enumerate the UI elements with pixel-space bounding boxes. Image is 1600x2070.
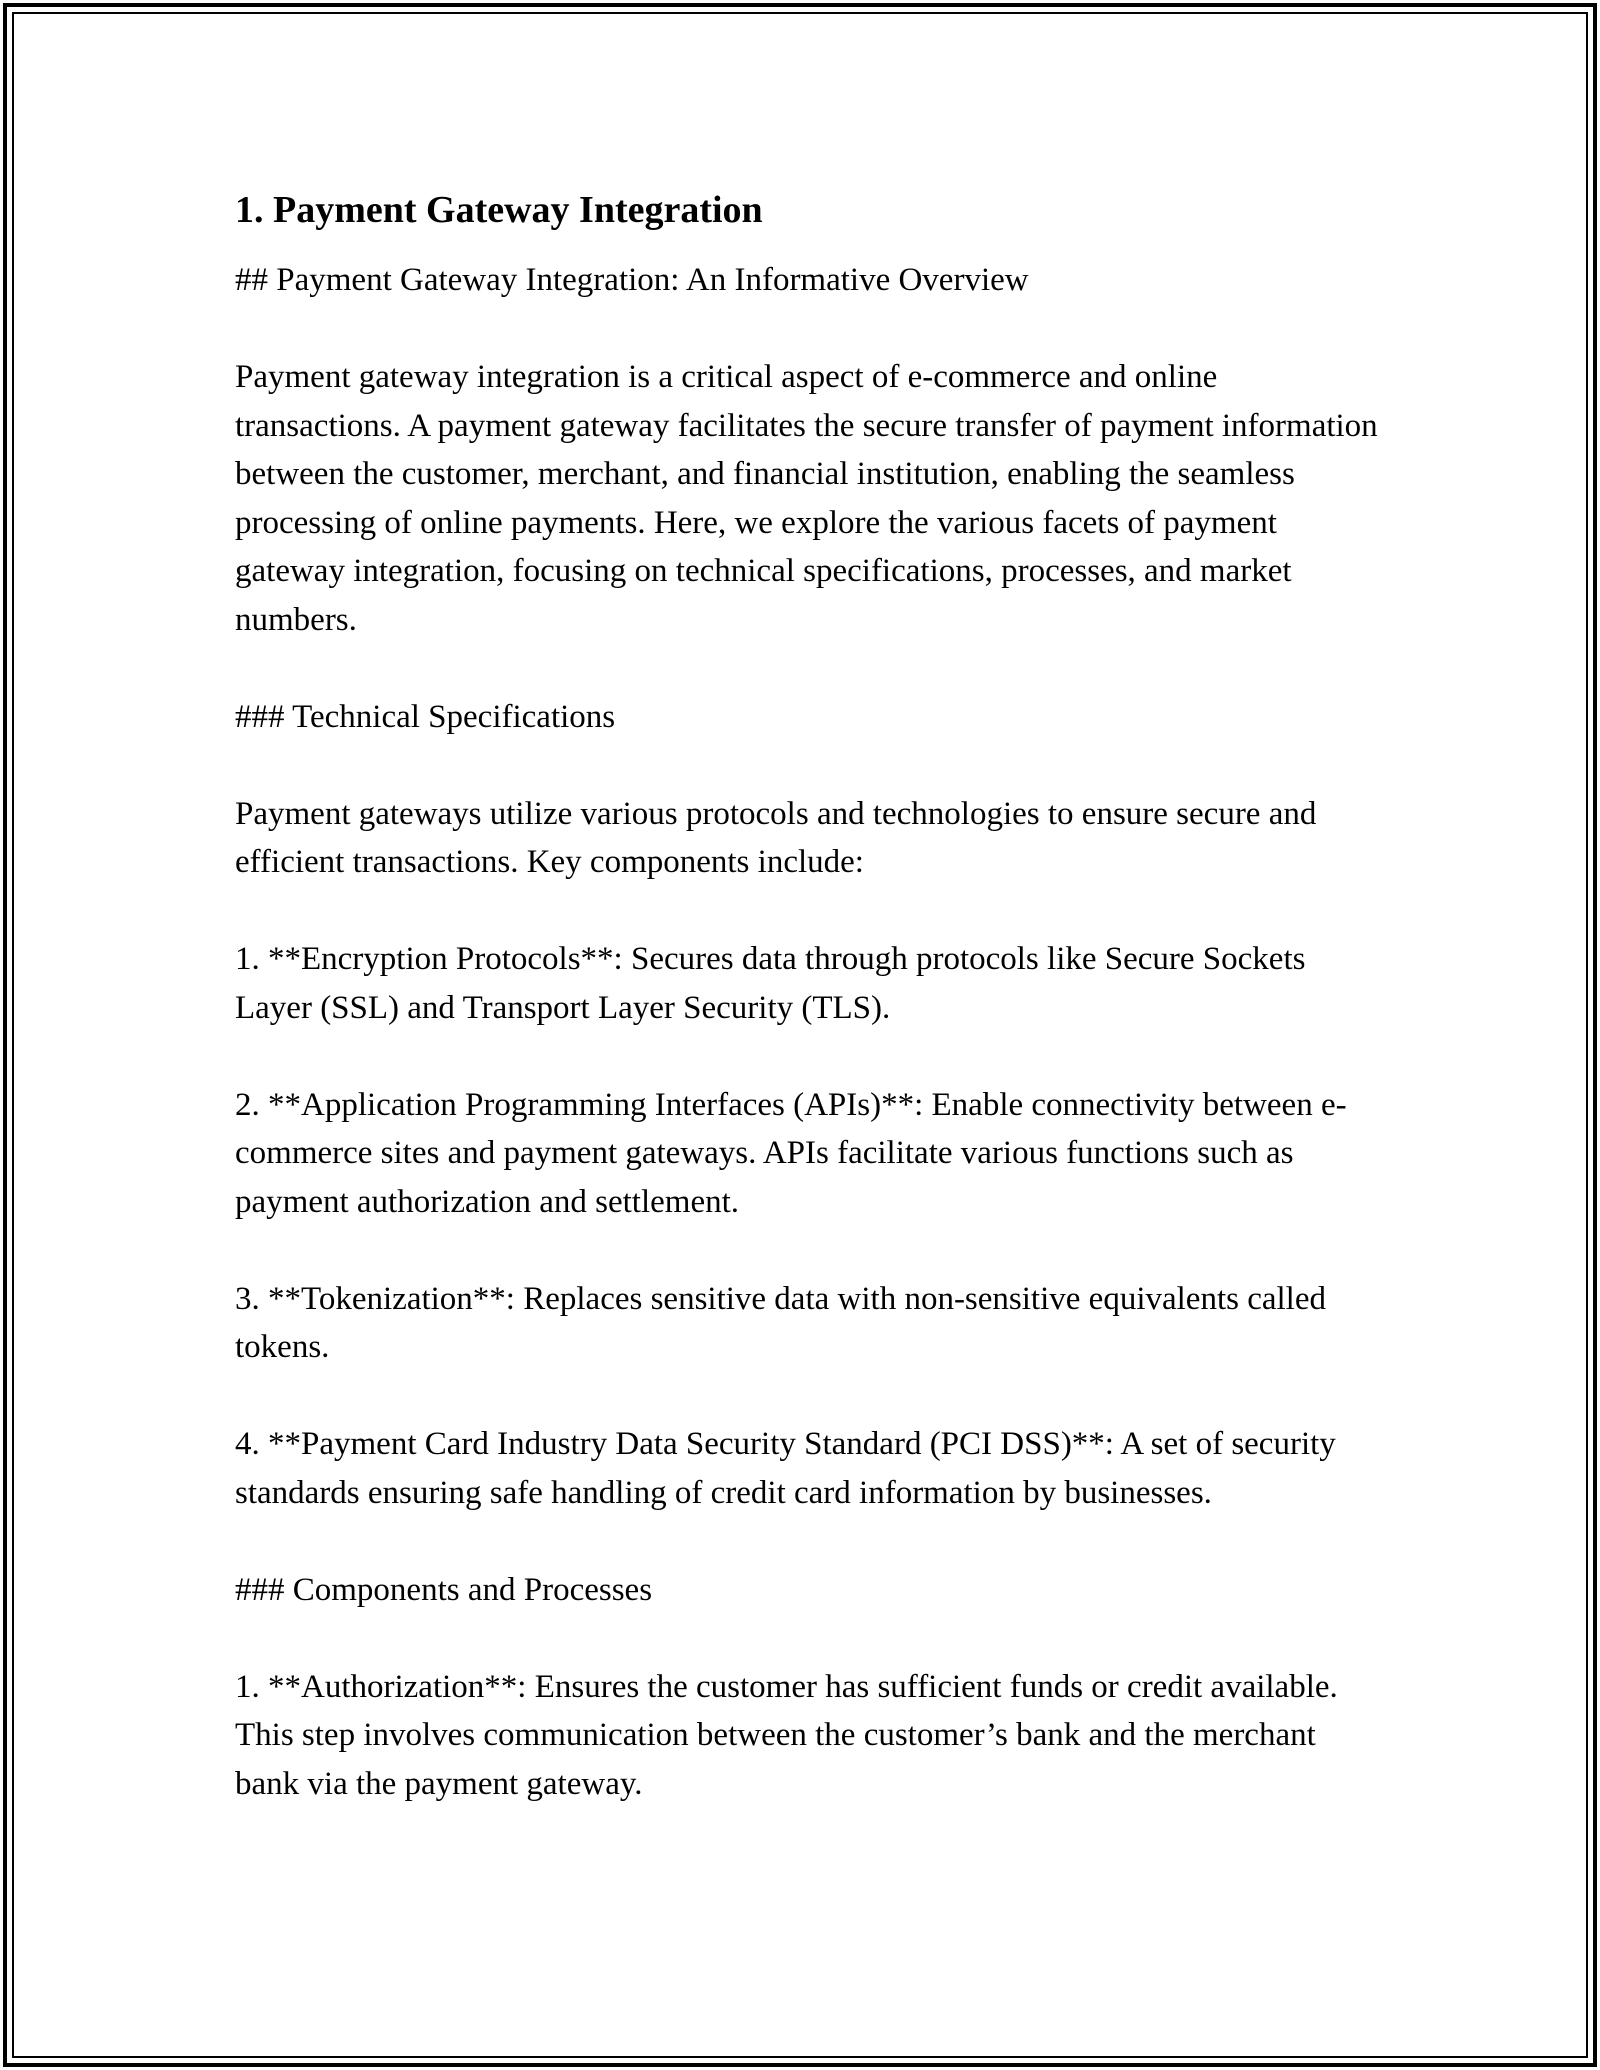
- document-body: [235, 186, 1385, 1857]
- intro-paragraph: Payment gateway integration is a critical aspect of e-commerce and online transactions. A payment gateway facilitates the secure transfer of payment information between the customer, merchant, and financial institution, enabling the seamless processing of online payments. Here, we explore the various facets of payment gateway integration, focusing on technical specifications, processes, and market numbers.: [235, 359, 1378, 638]
- list-item-apis: 2. **Application Programming Interfaces (APIs)**: Enable connectivity between e-commerce sites and payment gateways. APIs facilitate various functions such as payment authorization and settlement.: [235, 1086, 1347, 1220]
- list-item-encryption: 1. **Encryption Protocols**: Secures data through protocols like Secure Sockets Layer (SSL) and Transport Layer Security (TLS).: [235, 941, 1306, 1026]
- overview-heading: ## Payment Gateway Integration: An Informative Overview: [235, 262, 1029, 298]
- technical-specifications-heading: ### Technical Specifications: [235, 698, 616, 735]
- components-processes-heading: ### Components and Processes: [235, 1571, 653, 1608]
- list-item-pci-dss: 4. **Payment Card Industry Data Security Standard (PCI DSS)**: A set of security standards ensuring safe handling of credit card information by businesses.: [235, 1426, 1336, 1511]
- technical-specifications-intro: Payment gateways utilize various protocols and technologies to ensure secure and efficient transactions. Key components include:: [235, 795, 1317, 880]
- list-item-authorization: 1. **Authorization**: Ensures the customer has sufficient funds or credit available. This step involves communication between the customer’s bank and the merchant bank via the payment gateway.: [235, 1668, 1338, 1802]
- document-title: 1. Payment Gateway Integration: [235, 189, 763, 231]
- list-item-tokenization: 3. **Tokenization**: Replaces sensitive data with non-sensitive equivalents called tokens.: [235, 1280, 1326, 1365]
